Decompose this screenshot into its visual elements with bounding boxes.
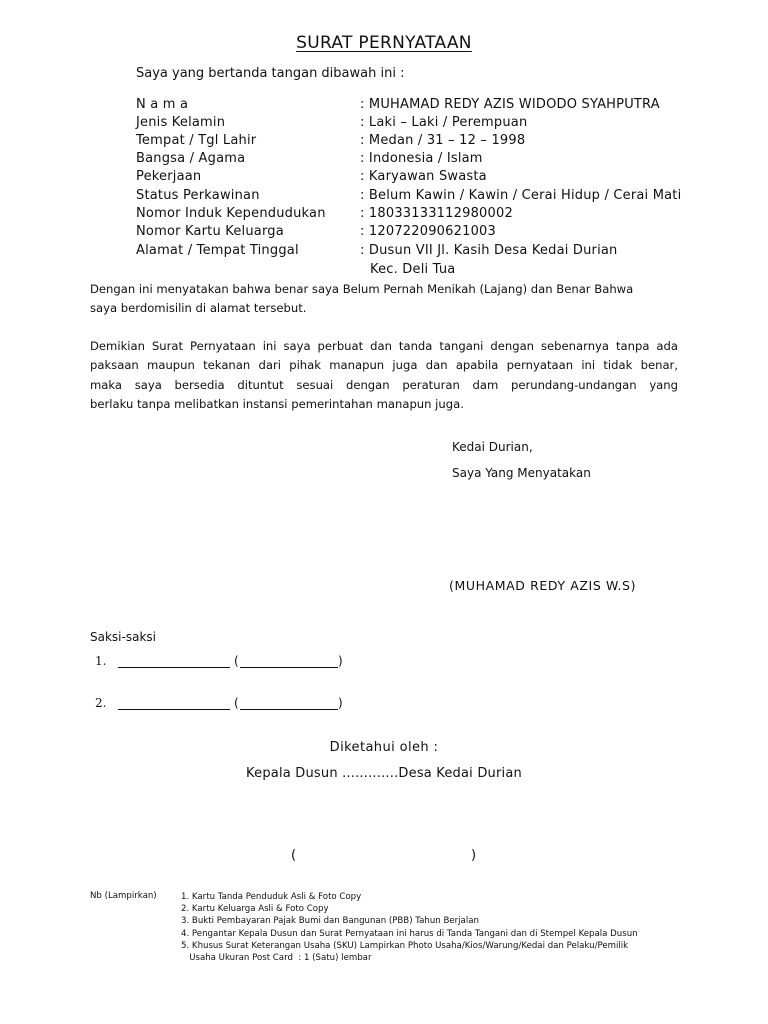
notes-item: 5. Khusus Surat Keterangan Usaha (SKU) Lampirkan Photo Usaha/Kios/Warung/Kedai dan Pelaku/Pemilik [181,940,629,951]
intro-text: Saya yang bertanda tangan dibawah ini : [136,66,405,81]
field-value-jenis-kelamin: : Laki – Laki / Perempuan [360,115,528,130]
field-label-pekerjaan: Pekerjaan [136,169,202,184]
document-title-text: SURAT PERNYATAAN [296,33,472,53]
witness-2-name-line [240,709,338,710]
witness-1-signature-line [118,667,230,668]
witness-2-open-paren: ( [234,696,239,710]
field-label-jenis-kelamin: Jenis Kelamin [136,115,226,130]
field-value-nama: : MUHAMAD REDY AZIS WIDODO SYAHPUTRA [360,97,660,112]
acknowledged-heading: Diketahui oleh : [329,740,439,755]
witness-1-open-paren: ( [234,654,239,668]
witness-2-signature-line [118,709,230,710]
field-value-tempat-tgl-lahir: : Medan / 31 – 12 – 1998 [360,133,526,148]
notes-item: 4. Pengantar Kepala Dusun dan Surat Pernyataan ini harus di Tanda Tangani dan di Stempel Kepala Dusun [181,928,638,939]
official-open-paren: ( [291,848,297,863]
signer-name: (MUHAMAD REDY AZIS W.S) [449,578,637,593]
acknowledged-official: Kepala Dusun .............Desa Kedai Durian [246,766,522,781]
witness-2-close-paren: ) [338,696,343,710]
field-value-alamat: : Dusun VII Jl. Kasih Desa Kedai Durian [360,243,618,258]
statement-line: Dengan ini menyatakan bahwa benar saya Belum Pernah Menikah (Lajang) dan Benar Bahwa [90,282,634,296]
notes-item: Usaha Ukuran Post Card : 1 (Satu) lembar [181,953,372,964]
field-value-kartu-keluarga: : 120722090621003 [360,224,496,239]
field-label-nik: Nomor Induk Kependudukan [136,206,326,221]
notes-list [181,891,701,964]
field-value-bangsa-agama: : Indonesia / Islam [360,151,483,166]
notes-item: 3. Bukti Pembayaran Pajak Bumi dan Bangunan (PBB) Tahun Berjalan [181,916,479,927]
notes-label: Nb (Lampirkan) [90,891,157,901]
witness-1-number: 1. [95,654,107,668]
field-value-status-perkawinan: : Belum Kawin / Kawin / Cerai Hidup / Cerai Mati [360,188,682,203]
closing-line: berlaku tanpa melibatkan instansi pemerintahan manapun juga. [90,397,464,412]
field-label-bangsa-agama: Bangsa / Agama [136,151,246,166]
witnesses-title: Saksi-saksi [90,630,156,644]
closing-line: paksaan maupun tekanan dari pihak manapun juga dan apabila pernyataan ini tidak benar, [90,358,678,373]
field-value-alamat-line2: Kec. Deli Tua [370,262,456,277]
field-value-pekerjaan: : Karyawan Swasta [360,169,487,184]
document-title [0,33,768,53]
signature-place: Kedai Durian, [452,440,533,454]
signature-role: Saya Yang Menyatakan [452,466,591,480]
notes-item: 2. Kartu Keluarga Asli & Foto Copy [181,904,329,915]
closing-line: maka saya bersedia dituntut sesuai dengan peraturan dam perundang-undangan yang [90,377,678,392]
field-label-nama: N a m a [136,97,189,112]
statement-paragraph [90,280,678,319]
official-close-paren: ) [471,848,477,863]
field-value-nik: : 18033133112980002 [360,206,513,221]
witness-2-number: 2. [95,696,107,710]
notes-item: 1. Kartu Tanda Penduduk Asli & Foto Copy [181,892,362,902]
witness-1-close-paren: ) [338,654,343,668]
field-label-tempat-tgl-lahir: Tempat / Tgl Lahir [136,133,257,148]
closing-line: Demikian Surat Pernyataan ini saya perbuat dan tanda tangani dengan sebenarnya tanpa ada [90,339,678,353]
statement-line: saya berdomisilin di alamat tersebut. [90,301,307,316]
field-label-kartu-keluarga: Nomor Kartu Keluarga [136,224,284,239]
closing-paragraph [90,337,678,415]
field-label-status-perkawinan: Status Perkawinan [136,188,260,203]
field-label-alamat: Alamat / Tempat Tinggal [136,243,299,258]
witness-1-name-line [240,667,338,668]
